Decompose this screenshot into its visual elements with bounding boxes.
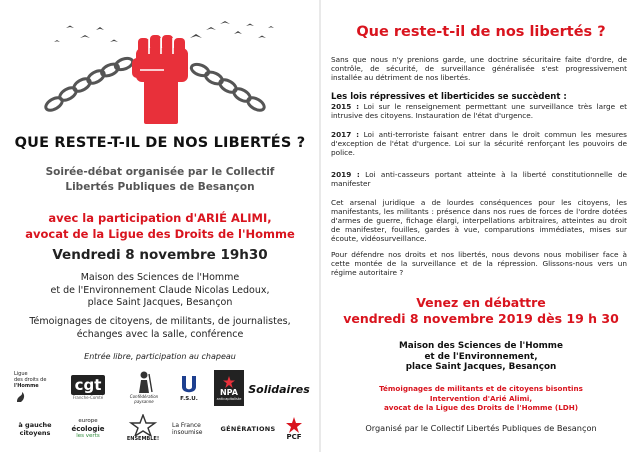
ldh-logo: Ligue des droits de l'Homme [14, 368, 52, 406]
program-line: échanges avec la salle, conférence [76, 328, 244, 340]
law-2019: 2019 : Loi anti-casseurs portant atteinte à la liberté constitutionnelle de manifester [331, 170, 627, 188]
fsu-logo: F.S.U. [174, 370, 204, 406]
farmer-icon [134, 370, 154, 394]
event-date: Vendredi 8 novembre 19h30 [52, 247, 268, 263]
law-2015: 2015 : Loi sur le renseignement permettant une surveillance très large et intrusive des citoyens. Instauration de l'état d'urgence. [331, 102, 627, 120]
place-line: Maison des Sciences de l'Homme [80, 272, 240, 283]
call-to-action [329, 295, 633, 327]
subtitle-line: Soirée-débat organisée par le Collectif [45, 166, 275, 178]
partner-logos [14, 366, 310, 450]
laws-heading: Les lois répressives et liberticides se succèdent : [331, 92, 567, 102]
generations-logo: GÉNÉRATIONS [220, 425, 276, 433]
cgt-logo: cgt Franche-Comté [68, 372, 108, 404]
speakers-line: Témoignages de militants et de citoyens bisontins [379, 384, 583, 393]
page-title: QUE RESTE-T-IL DE NOS LIBERTÉS ? [14, 135, 306, 151]
place-line: et de l'Environnement Claude Nicolas Ledoux, [50, 284, 270, 296]
organizer-line: Organisé par le Collectif Libertés Publiques de Besançon [365, 423, 597, 433]
speakers [329, 384, 633, 413]
law-2017: 2017 : Loi anti-terroriste faisant entrer dans le droit commun les mesures d'exception de l'état d'urgence. Loi sur la sécurité renforçant les pouvoirs de police. [331, 130, 627, 157]
subtitle-line: Libertés Publiques de Besançon [65, 181, 255, 193]
guest-announcement [10, 210, 310, 242]
pcf-logo: PCF [278, 414, 310, 444]
defend-paragraph: Pour défendre nos droits et nos libertés, nous devons nous mobiliser face à cette montée de la surveillance et de la répression. Glissons-nous vers un régime autoritaire ? [331, 250, 627, 277]
laws-section [331, 92, 627, 120]
pcf-star-icon [286, 417, 302, 433]
venue-line: et de l'Environnement, [424, 351, 538, 362]
flyer-back [321, 0, 640, 452]
venue-line: place Saint Jacques, Besançon [405, 362, 557, 372]
intro-paragraph: Sans que nous n'y prenions garde, une doctrine sécuritaire faite d'ordre, de contrôle, de sécurité, de surveillance généralisée s'est progressivement installée au détriment de nos libertés. [331, 55, 627, 82]
guest-line: avec la participation d'ARIÉ ALIMI, [48, 211, 272, 225]
npa-logo: NPA anticapitaliste [214, 370, 244, 406]
fsu-u-icon [178, 374, 200, 396]
back-title: Que reste-t-il de nos libertés ? [356, 24, 606, 40]
entry-note: Entrée libre, participation au chapeau [84, 352, 236, 361]
france-insoumise-logo: La France insoumise [172, 422, 203, 436]
cta-line: Venez en débattre [416, 295, 546, 310]
eelv-logo: europe écologie les verts [71, 418, 105, 439]
event-place [10, 272, 310, 310]
speakers-line: Intervention d'Arié Alimi, [429, 393, 533, 403]
solidaires-logo: Solidaires [248, 382, 310, 396]
ensemble-logo: ENSEMBLE! [120, 410, 166, 446]
venue-line: Maison des Sciences de l'Homme [399, 341, 563, 351]
speakers-line: avocat de la Ligue des Droits de l'Homme (LDH) [383, 403, 579, 412]
gauche-citoyens-logo: à gauche citoyens [18, 421, 52, 437]
organizer-subtitle [10, 165, 310, 195]
place-line: place Saint Jacques, Besançon [87, 297, 233, 308]
raised-fist-broken-chain-icon [40, 8, 280, 126]
flyer-front [0, 0, 318, 452]
ldh-figure-icon [14, 389, 28, 403]
confederation-paysanne-logo: Confédération paysanne [122, 368, 166, 406]
venue [329, 341, 633, 373]
program-line: Témoignages de citoyens, de militants, de journalistes, [29, 316, 291, 327]
event-program [10, 316, 310, 341]
arsenal-paragraph: Cet arsenal juridique a de lourdes conséquences pour les citoyens, les manifestants, les militants : présence dans nos rues de forces de l'ordre dotées d'armes de guerre, fichage élargi, interpellations arbitraires, atteintes au droit de manifester, fouilles, gardes à vue, comparutions immédiates, mises sur écoute, vidéosurveillance. [331, 198, 627, 243]
cta-line: vendredi 8 novembre 2019 dès 19 h 30 [343, 311, 619, 326]
guest-line: avocat de la Ligue des Droits de l'Homme [25, 227, 295, 241]
people-star-icon [128, 414, 158, 436]
npa-star-icon [223, 376, 235, 388]
